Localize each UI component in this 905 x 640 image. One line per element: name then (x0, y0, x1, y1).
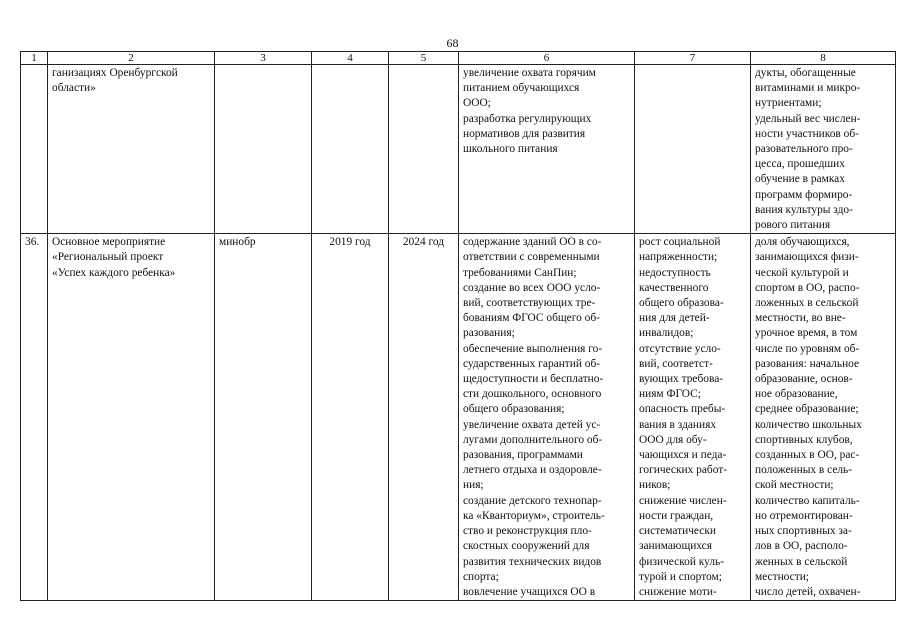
column-number-row (21, 52, 896, 65)
expected-result-cell: увеличение охвата горячим питанием обучающихся ООО; разработка регулирующих нормативов для развития школьного питания (459, 65, 635, 234)
responsible-cell: минобр (215, 234, 312, 601)
row-number-cell: 36. (21, 234, 48, 601)
table-row (21, 65, 896, 234)
column-number: 1 (21, 52, 48, 65)
end-year-cell: 2024 год (389, 234, 459, 601)
end-year-cell (389, 65, 459, 234)
responsible-cell (215, 65, 312, 234)
column-number: 4 (312, 52, 389, 65)
page-number: 68 (446, 36, 459, 50)
column-number: 8 (751, 52, 896, 65)
indicators-cell: дукты, обогащенные витаминами и микро- нутриентами; удельный вес числен- ности участников об- разовательного про- цесса, прошедших обучение в рамках программ формиро- вания культуры здо- рового питания (751, 65, 896, 234)
column-number: 7 (635, 52, 751, 65)
program-table (20, 51, 896, 601)
column-number: 3 (215, 52, 312, 65)
indicators-cell: доля обучающихся, занимающихся физи- ческой культурой и спортом в ОО, распо- ложенных в сельской местности, во вне- урочное время, в том числе по уровням об- разования: начальное образование, основ- ное образование, среднее образование; количество школьных спортивных клубов, созданных в ОО, рас- положенных в сель- ской местности; количество капиталь- но отремонтирован- ных спортивных за- лов в ОО, располо- женных в сельской местности; число детей, охвачен- (751, 234, 896, 601)
consequences-cell (635, 65, 751, 234)
column-number: 6 (459, 52, 635, 65)
event-name-cell: Основное мероприятие «Региональный проект «Успех каждого ребенка» (48, 234, 215, 601)
column-number: 2 (48, 52, 215, 65)
consequences-cell: рост социальной напряженности; недоступность качественного общего образова- ния для детей- инвалидов; отсутствие усло- вий, соответст- вующих требова- ниям ФГОС; опасность пребы- вания в зданиях ООО для обу- чающихся и педа- гогических работ- ников; снижение числен- ности граждан, систематически занимающихся физической куль- турой и спортом; снижение моти- (635, 234, 751, 601)
expected-result-cell: содержание зданий ОО в со- ответствии с современными требованиями СанПин; создание во всех ООО усло- вий, соответствующих тре- бованиям ФГОС общего об- разования; обеспечение выполнения го- сударственных гарантий об- щедоступности и бесплатно- сти дошкольного, основного общего образования; увеличение охвата детей ус- лугами дополнительного об- разования, программами летнего отдыха и оздоровле- ния; создание детского технопар- ка «Кванториум», строитель- ство и реконструкция пло- скостных сооружений для развития технических видов спорта; вовлечение учащихся ОО в (459, 234, 635, 601)
row-number-cell (21, 65, 48, 234)
table-row (21, 234, 896, 601)
start-year-cell (312, 65, 389, 234)
event-name-cell: ганизациях Оренбургской области» (48, 65, 215, 234)
start-year-cell: 2019 год (312, 234, 389, 601)
column-number: 5 (389, 52, 459, 65)
